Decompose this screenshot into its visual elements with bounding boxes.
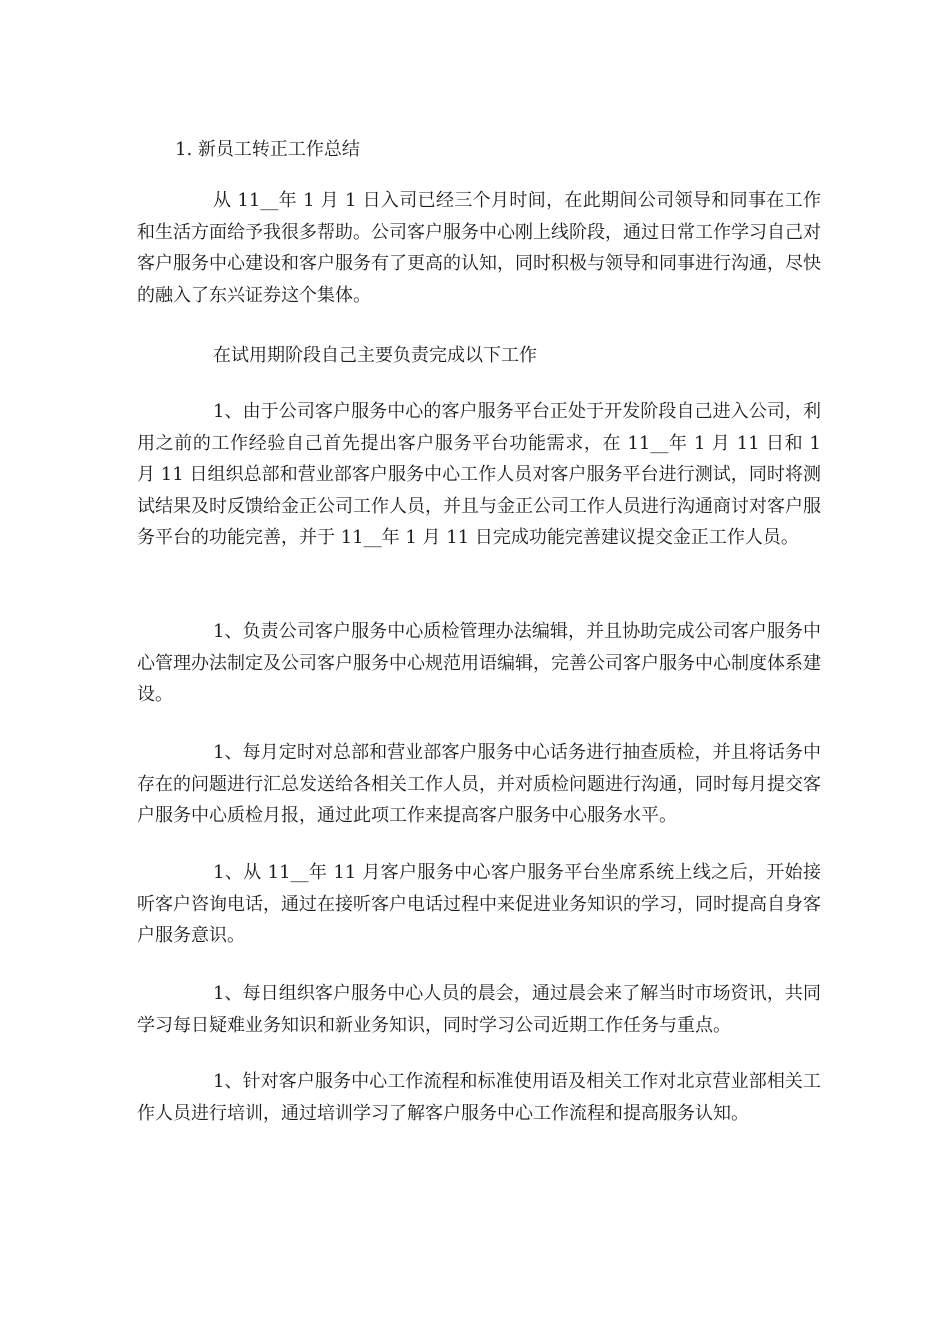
work-item-paragraph: 1、每月定时对总部和营业部客户服务中心话务进行抽查质检，并且将话务中存在的问题进行汇总发送给各相关工作人员，并对质检问题进行沟通，同时每月提交客户服务中心质检月报，通过此项工作来提高客户服务中心服务水平。 <box>137 742 821 826</box>
work-item-paragraph: 1、针对客户服务中心工作流程和标准使用语及相关工作对北京营业部相关工作人员进行培训，通过培训学习了解客户服务中心工作流程和提高服务认知。 <box>137 1071 821 1124</box>
work-item-paragraph: 1、每日组织客户服务中心人员的晨会，通过晨会来了解当时市场资讯，共同学习每日疑难业务知识和新业务知识，同时学习公司近期工作任务与重点。 <box>137 983 821 1036</box>
document-heading: 1. 新员工转正工作总结 <box>175 139 360 160</box>
work-item-paragraph: 1、由于公司客户服务中心的客户服务平台正处于开发阶段自己进入公司，利用之前的工作经验自己首先提出客户服务平台功能需求，在 11__年 1 月 11 日和 1 月 11 日组织总部和营业部客户服务中心工作人员对客户服务平台进行测试，同时将测试结果及时反馈给金正公司工作人员，并且与金正公司工作人员进行沟通商讨对客户服务平台的功能完善，并于 11__年 1 月 11 日完成功能完善建议提交金正工作人员。 <box>137 401 821 548</box>
work-item-paragraph: 1、从 11__年 11 月客户服务中心客户服务平台坐席系统上线之后，开始接听客户咨询电话，通过在接听客户电话过程中来促进业务知识的学习，同时提高自身客户服务意识。 <box>137 862 821 946</box>
intro-paragraph: 从 11__年 1 月 1 日入司已经三个月时间，在此期间公司领导和同事在工作和生活方面给予我很多帮助。公司客户服务中心刚上线阶段，通过日常工作学习自己对客户服务中心建设和客户服务有了更高的认知，同时积极与领导和同事进行沟通，尽快的融入了东兴证券这个集体。 <box>137 190 821 306</box>
section-subheading: 在试用期阶段自己主要负责完成以下工作 <box>213 345 537 366</box>
work-item-paragraph: 1、负责公司客户服务中心质检管理办法编辑，并且协助完成公司客户服务中心管理办法制定及公司客户服务中心规范用语编辑，完善公司客户服务中心制度体系建设。 <box>137 621 821 705</box>
